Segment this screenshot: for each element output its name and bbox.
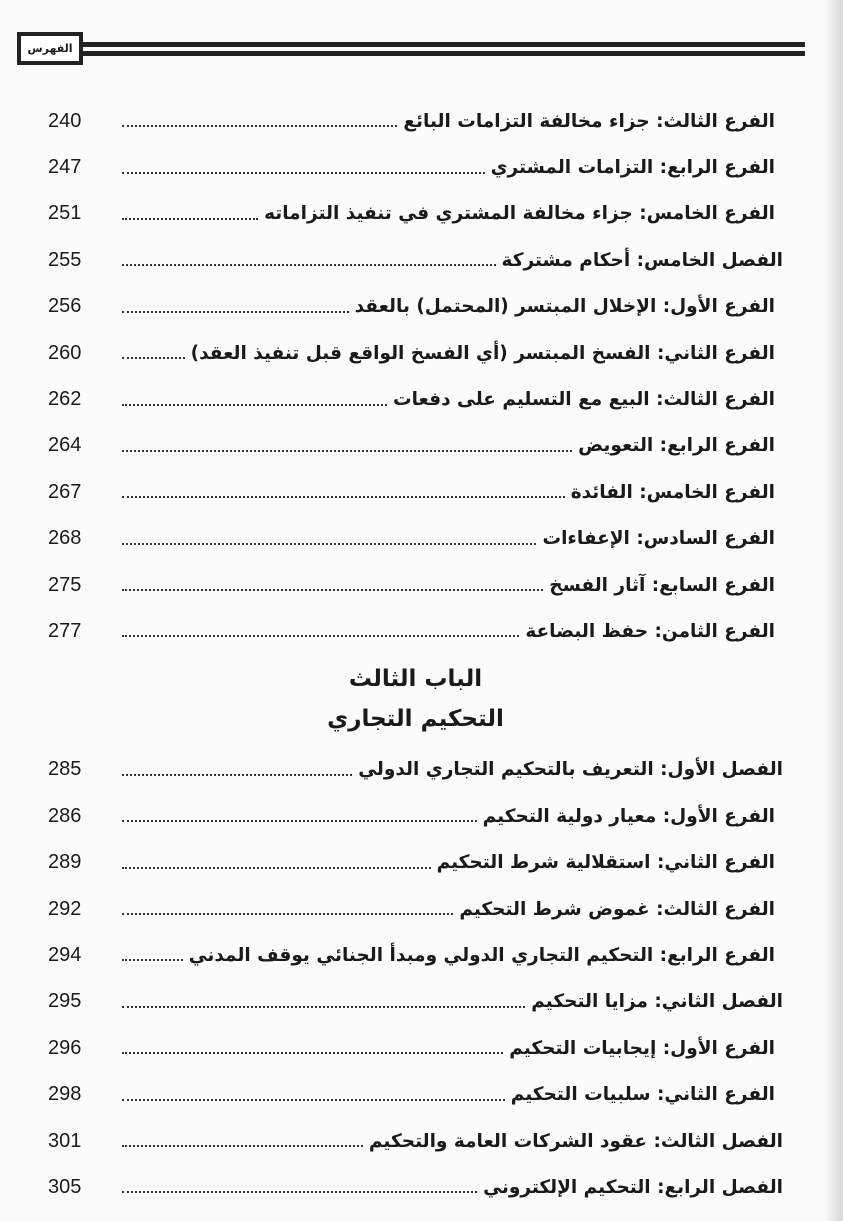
dot-leader [122, 450, 572, 452]
toc-entry[interactable] [48, 330, 783, 376]
toc-entry-page: 286 [48, 804, 82, 827]
toc-entry[interactable] [48, 1118, 783, 1164]
toc-entry-page: 264 [48, 434, 82, 457]
toc-entry-page: 292 [48, 897, 82, 920]
dot-leader [122, 1006, 525, 1008]
dot-leader [122, 218, 258, 220]
toc-entry-title: الفرع الثاني: سلبيات التحكيم [510, 1084, 775, 1106]
toc-entry-title: الفرع الثامن: حفظ البضاعة [525, 620, 775, 642]
toc-entry-title: الفرع الثالث: جزاء مخالفة التزامات البائع [403, 110, 775, 132]
dot-leader [122, 959, 183, 961]
part-heading-group [48, 655, 783, 747]
toc-entry[interactable] [48, 469, 783, 515]
toc-section-a [48, 98, 783, 655]
toc-entry[interactable] [48, 932, 783, 978]
toc-entry[interactable] [48, 839, 783, 885]
toc-entry-page: 267 [48, 480, 82, 503]
toc-entry[interactable] [48, 144, 783, 190]
toc-entry[interactable] [48, 747, 783, 793]
dot-leader [122, 1052, 503, 1054]
toc-entry[interactable] [48, 423, 783, 469]
toc-entry-title: الفصل الثاني: مزايا التحكيم [531, 991, 783, 1013]
dot-leader [122, 125, 397, 127]
dot-leader [122, 820, 477, 822]
dot-leader [122, 913, 453, 915]
dot-leader [122, 357, 185, 359]
dot-leader [122, 1191, 477, 1193]
part-title: الباب الثالث [348, 665, 483, 692]
toc-entry-title: الفرع السادس: الإعفاءات [542, 528, 775, 550]
toc-entry-page: 255 [48, 248, 82, 271]
dot-leader [122, 311, 349, 313]
toc-entry-title: الفصل الثالث: عقود الشركات العامة والتحكيم [368, 1130, 783, 1152]
dot-leader [122, 774, 352, 776]
toc-entry-page: 285 [48, 758, 82, 781]
toc-entry-title: الفرع الأول: معيار دولية التحكيم [482, 805, 775, 827]
toc-entry[interactable] [48, 237, 783, 283]
toc-entry[interactable] [48, 1071, 783, 1117]
dot-leader [122, 496, 565, 498]
toc-entry-title: الفرع الرابع: التزامات المشتري [490, 157, 775, 179]
toc-entry-title: الفرع الأول: الإخلال المبتسر (المحتمل) بالعقد [354, 296, 775, 318]
toc-entry-title: الفرع الرابع: التعويض [578, 435, 775, 457]
running-header-label: الفهرس [17, 32, 83, 65]
toc-entry-page: 268 [48, 527, 82, 550]
toc-entry-title: الفرع الثاني: استقلالية شرط التحكيم [436, 852, 775, 874]
page-edge-shadow [823, 0, 843, 1221]
toc-entry[interactable] [48, 191, 783, 237]
dot-leader [122, 404, 387, 406]
dot-leader [122, 543, 536, 545]
header-rule [83, 42, 805, 56]
part-subtitle: التحكيم التجاري [327, 705, 504, 732]
dot-leader [122, 1145, 363, 1147]
toc-entry[interactable] [48, 98, 783, 144]
toc-entry[interactable] [48, 1164, 783, 1210]
toc-entry[interactable] [48, 886, 783, 932]
toc-entry-title: الفرع الثالث: البيع مع التسليم على دفعات [393, 389, 775, 411]
toc-entry-page: 295 [48, 990, 82, 1013]
toc-entry-page: 275 [48, 573, 82, 596]
toc-entry-title: الفرع الخامس: الفائدة [570, 481, 775, 503]
dot-leader [122, 1099, 505, 1101]
toc-entry-page: 296 [48, 1036, 82, 1059]
toc-entry[interactable] [48, 979, 783, 1025]
toc-entry-title: الفصل الخامس: أحكام مشتركة [501, 249, 783, 271]
toc-entry-page: 262 [48, 388, 82, 411]
toc-entry-page: 294 [48, 943, 82, 966]
toc-entry-title: الفصل الرابع: التحكيم الإلكتروني [483, 1176, 783, 1198]
toc-entry-title: الفرع السابع: آثار الفسخ [549, 574, 775, 596]
toc-entry-title: الفرع الخامس: جزاء مخالفة المشتري في تنفيذ التزاماته [264, 203, 775, 225]
toc-entry[interactable] [48, 608, 783, 654]
toc-entry-page: 260 [48, 341, 82, 364]
dot-leader [122, 867, 431, 869]
dot-leader [122, 589, 543, 591]
toc-entry-page: 305 [48, 1175, 82, 1198]
toc-entry-page: 251 [48, 202, 82, 225]
toc-entry-page: 289 [48, 851, 82, 874]
toc-entry-title: الفرع الرابع: التحكيم التجاري الدولي ومبدأ الجنائي يوقف المدني [188, 944, 775, 966]
toc-entry-title: الفصل الأول: التعريف بالتحكيم التجاري الدولي [358, 759, 783, 781]
toc-entry[interactable] [48, 562, 783, 608]
toc-entry-title: الفرع الثاني: الفسخ المبتسر (أي الفسخ الواقع قبل تنفيذ العقد) [190, 342, 775, 364]
toc-entry-page: 301 [48, 1129, 82, 1152]
dot-leader [122, 172, 485, 174]
toc-entry[interactable] [48, 793, 783, 839]
toc-entry-title: الفرع الثالث: غموض شرط التحكيم [459, 898, 775, 920]
dot-leader [122, 264, 496, 266]
toc-entry-page: 256 [48, 295, 82, 318]
toc-entry-page: 247 [48, 156, 82, 179]
toc-entry-page: 240 [48, 109, 82, 132]
toc-entry[interactable] [48, 516, 783, 562]
table-of-contents [48, 98, 783, 1211]
toc-entry[interactable] [48, 376, 783, 422]
dot-leader [122, 635, 519, 637]
toc-section-b [48, 747, 783, 1211]
toc-entry-title: الفرع الأول: إيجابيات التحكيم [509, 1037, 775, 1059]
toc-entry-page: 277 [48, 619, 82, 642]
toc-entry[interactable] [48, 284, 783, 330]
toc-entry-page: 298 [48, 1083, 82, 1106]
toc-entry[interactable] [48, 1025, 783, 1071]
